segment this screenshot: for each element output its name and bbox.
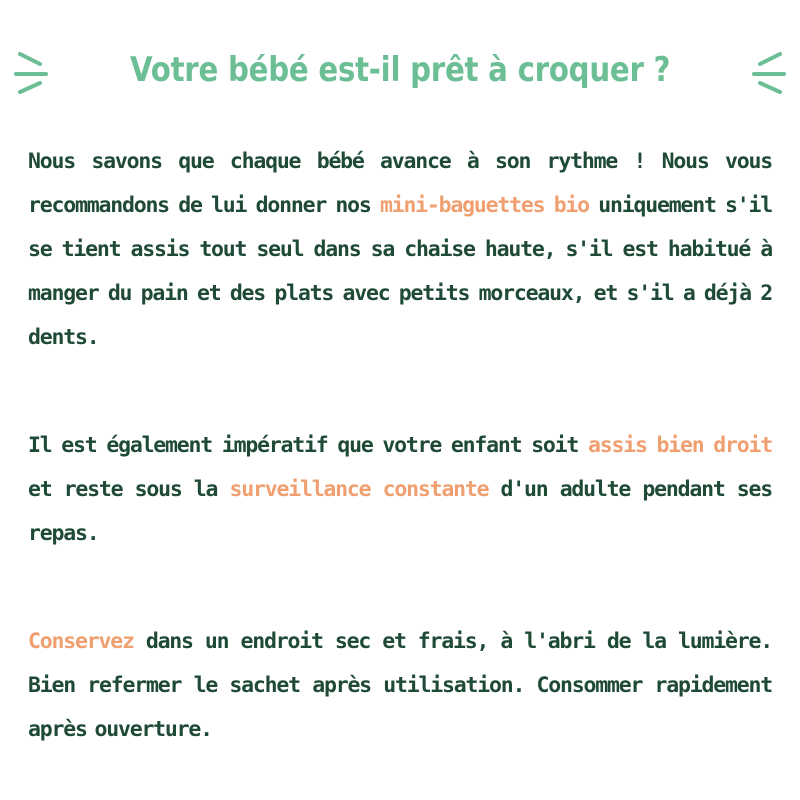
paragraph-storage bbox=[28, 620, 772, 752]
title-row bbox=[0, 38, 800, 102]
left-burst-icon bbox=[12, 42, 68, 98]
text-segment: dans un endroit sec et frais, à l'abri de la lumière. Bien refermer le sachet après utilisation. Consommer rapidement après ouverture. bbox=[28, 629, 772, 742]
highlight-posture: assis bien droit bbox=[587, 433, 772, 458]
text-segment: et reste sous la bbox=[28, 477, 230, 502]
highlight-storage: Conservez bbox=[28, 629, 134, 654]
paragraph-readiness bbox=[28, 140, 772, 360]
body-content bbox=[28, 140, 772, 752]
highlight-supervision: surveillance constante bbox=[229, 477, 489, 502]
text-segment: uniquement s'il se tient assis tout seul dans sa chaise haute, s'il est habitué à manger du pain et des plats avec petits morceaux, et s'il a déjà 2 dents. bbox=[28, 193, 772, 350]
text-segment: d'un adulte pendant ses repas. bbox=[28, 477, 772, 546]
highlight-product: mini-baguettes bio bbox=[379, 193, 589, 218]
paragraph-safety bbox=[28, 424, 772, 556]
text-segment: Il est également impératif que votre enfant soit bbox=[28, 433, 588, 458]
text-segment: Nous savons que chaque bébé avance à son rythme ! Nous vous recommandons de lui donner nos bbox=[28, 149, 772, 218]
right-burst-icon bbox=[732, 42, 788, 98]
page-title: Votre bébé est-il prêt à croquer ? bbox=[129, 50, 671, 90]
